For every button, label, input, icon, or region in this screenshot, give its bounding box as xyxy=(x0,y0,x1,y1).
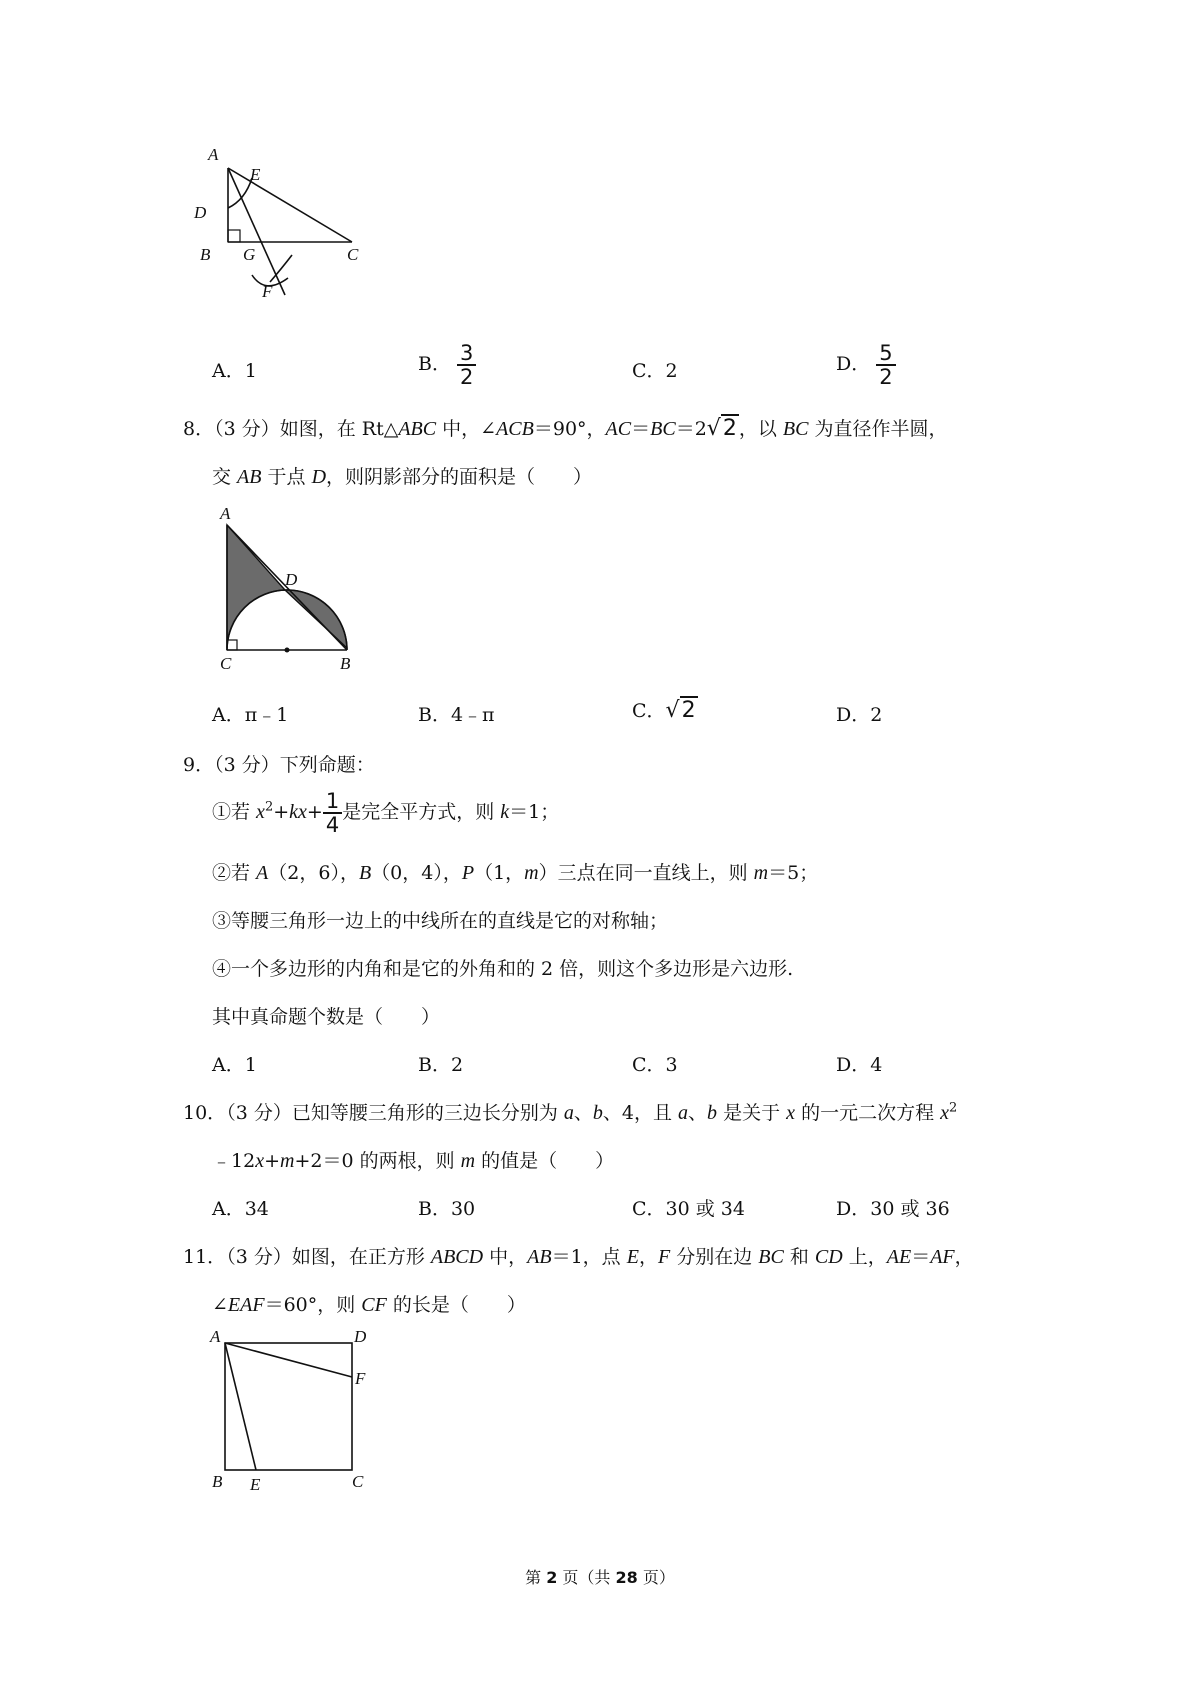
q11-figure xyxy=(200,1325,380,1500)
q7-right-angle xyxy=(228,230,240,242)
q7-option-b-fraction: $\frac{3}{2}$ xyxy=(457,342,476,388)
q8-label-a: A xyxy=(220,504,231,523)
q10-option-d: D．30 或 36 xyxy=(836,1198,950,1220)
q8-option-c: C．√2 xyxy=(632,698,696,723)
q11-square xyxy=(225,1343,352,1470)
page-number: 2 xyxy=(546,1568,558,1587)
q8-center-dot xyxy=(285,648,290,653)
q7-label-g: G xyxy=(243,245,256,264)
q7-label-f: F xyxy=(262,282,273,301)
q7-label-e: E xyxy=(250,165,261,184)
q9-option-c: C．3 xyxy=(632,1054,678,1076)
q11-label-e: E xyxy=(250,1475,261,1494)
q8-label-c: C xyxy=(220,654,232,673)
q8-label-d: D xyxy=(285,570,298,589)
q7-option-d: D． $\frac{5}{2}$ xyxy=(836,342,896,388)
q9-ask: 其中真命题个数是（ ） xyxy=(212,1006,441,1028)
q11-label-b: B xyxy=(212,1472,223,1491)
q9-option-a: A．1 xyxy=(212,1054,257,1076)
q9-proposition-3: ③等腰三角形一边上的中线所在的直线是它的对称轴； xyxy=(212,910,669,932)
q7-label-b: B xyxy=(200,245,211,264)
q8-stem-line2: 交 AB 于点 D，则阴影部分的面积是（ ） xyxy=(212,466,593,488)
q10-option-a: A．34 xyxy=(212,1198,269,1220)
q7-option-c: C．2 xyxy=(632,360,678,382)
q10-stem-line2: ﹣12x+m+2＝0 的两根，则 m 的值是（ ） xyxy=(212,1150,615,1172)
q7-label-a: A xyxy=(208,145,219,164)
q11-stem-line2: ∠EAF＝60°，则 CF 的长是（ ） xyxy=(212,1294,526,1316)
q7-label-d: D xyxy=(194,203,207,222)
q11-segment-ae xyxy=(225,1343,256,1470)
q9-proposition-1: ①若 $x^2+kx+$ $\frac{1}{4}$ 是完全平方式，则 k＝1； xyxy=(212,789,560,837)
q7-option-a: A．1 xyxy=(212,360,257,382)
q8-sqrt: √2 xyxy=(706,416,737,441)
q10-stem-line1: 10．（3 分）已知等腰三角形的三边长分别为 a、b、4，且 a、b 是关于 x 的一元二次方程 $x^2$ xyxy=(183,1100,958,1124)
q7-option-b: B． $\frac{3}{2}$ xyxy=(418,342,476,388)
q7-option-d-fraction: $\frac{5}{2}$ xyxy=(876,342,895,388)
page-total: 28 xyxy=(615,1568,638,1587)
q8-stem-line1: 8．（3 分）如图，在 Rt△ABC 中，∠ACB＝90°，AC＝BC＝2√2 ，以 BC 为直径作半圆， xyxy=(183,416,948,441)
page-footer: 第 2 页（共 28 页） xyxy=(525,1568,675,1587)
q11-label-d: D xyxy=(354,1327,367,1346)
q8-figure xyxy=(200,505,370,680)
q9-proposition-4: ④一个多边形的内角和是它的外角和的 2 倍，则这个多边形是六边形. xyxy=(212,958,794,980)
q8-option-d: D．2 xyxy=(836,704,883,726)
q9-stem: 9．（3 分）下列命题： xyxy=(183,754,375,776)
q9-fraction: $\frac{1}{4}$ xyxy=(323,790,342,836)
q8-option-a: A．π﹣1 xyxy=(212,704,289,726)
q9-proposition-2: ②若 A（2，6），B（0，4），P（1，m）三点在同一直线上，则 m＝5； xyxy=(212,862,819,884)
q7-bisector xyxy=(228,168,285,295)
q7-label-c: C xyxy=(347,245,359,264)
q9-option-d: D．4 xyxy=(836,1054,883,1076)
q8-right-angle xyxy=(227,640,237,650)
q11-label-f: F xyxy=(355,1369,366,1388)
q8-option-c-sqrt: √2 xyxy=(665,698,696,723)
q8-label-b: B xyxy=(340,654,351,673)
q8-option-b: B．4﹣π xyxy=(418,704,495,726)
q11-stem-line1: 11．（3 分）如图，在正方形 ABCD 中，AB＝1，点 E，F 分别在边 BC 和 CD 上，AE＝AF， xyxy=(183,1246,974,1268)
q7-figure xyxy=(194,145,400,325)
q10-option-b: B．30 xyxy=(418,1198,476,1220)
q11-segment-af xyxy=(225,1343,352,1377)
q11-label-a: A xyxy=(210,1327,221,1346)
q9-option-b: B．2 xyxy=(418,1054,464,1076)
q11-label-c: C xyxy=(352,1472,364,1491)
q10-option-c: C．30 或 34 xyxy=(632,1198,745,1220)
q8-shaded-left xyxy=(227,525,285,648)
q7-side-ac xyxy=(228,168,352,242)
